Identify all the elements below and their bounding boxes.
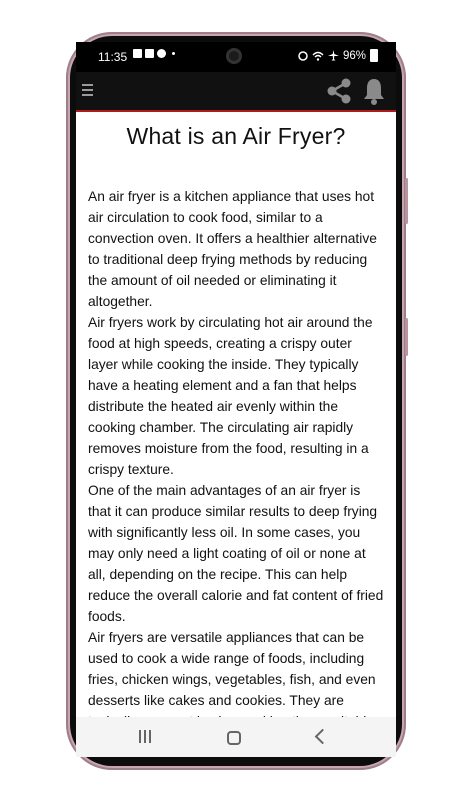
checkbox-notification-icon bbox=[145, 49, 154, 58]
bell-icon[interactable] bbox=[362, 76, 386, 106]
gallery-notification-icon bbox=[133, 49, 142, 58]
notification-icons bbox=[133, 49, 175, 58]
power-button bbox=[405, 318, 408, 356]
article-paragraph: An air fryer is a kitchen appliance that uses hot air circulation to cook food, similar to a convection oven. It offers a healthier alternative to traditional deep frying methods by reducing the amount of oil needed or eliminating it altogether. bbox=[88, 189, 377, 309]
article-body bbox=[88, 186, 384, 732]
article-paragraph: One of the main advantages of an air fryer is that it can produce similar results to deep frying with significantly less oil. In some cases, you may only need a light coating of oil or none at all, depending on the recipe. This can help reduce the overall calorie and fat content of fried foods. bbox=[88, 483, 384, 624]
status-right bbox=[298, 49, 378, 62]
volume-button bbox=[405, 178, 408, 224]
alarm-icon bbox=[298, 50, 308, 61]
article-paragraph: Air fryers are versatile appliances that can be used to cook a wide range of foods, including fries, chicken wings, vegetables, fish, and even desserts like cakes and cookies. They are bbox=[88, 630, 376, 708]
article-paragraph: Air fryers work by circulating hot air around the food at high speeds, creating a crispy outer layer while cooking the inside. They typically have a heating element and a fan that helps distribute the heated air evenly within the cooking chamber. The circulating air rapidly removes moisture from the food, resulting in a crispy texture. bbox=[88, 315, 373, 477]
back-icon[interactable] bbox=[315, 729, 331, 745]
wifi-icon bbox=[312, 51, 324, 61]
phone-screen bbox=[76, 42, 396, 757]
article-content[interactable] bbox=[76, 112, 396, 717]
airplane-icon bbox=[328, 50, 339, 61]
status-time: 11:35 bbox=[98, 50, 128, 64]
status-bar bbox=[76, 42, 396, 72]
front-camera bbox=[226, 48, 242, 64]
battery-icon bbox=[370, 49, 378, 62]
hamburger-icon[interactable] bbox=[82, 84, 93, 98]
more-notifications-icon bbox=[172, 52, 175, 55]
share-icon[interactable] bbox=[325, 76, 353, 106]
page-title: What is an Air Fryer? bbox=[126, 123, 346, 149]
recent-apps-icon[interactable] bbox=[139, 730, 151, 744]
home-icon[interactable] bbox=[227, 731, 241, 745]
app-bar bbox=[76, 72, 396, 112]
system-nav-bar bbox=[76, 717, 396, 757]
battery-percent: 96% bbox=[342, 49, 366, 62]
facebook-notification-icon bbox=[157, 49, 166, 58]
